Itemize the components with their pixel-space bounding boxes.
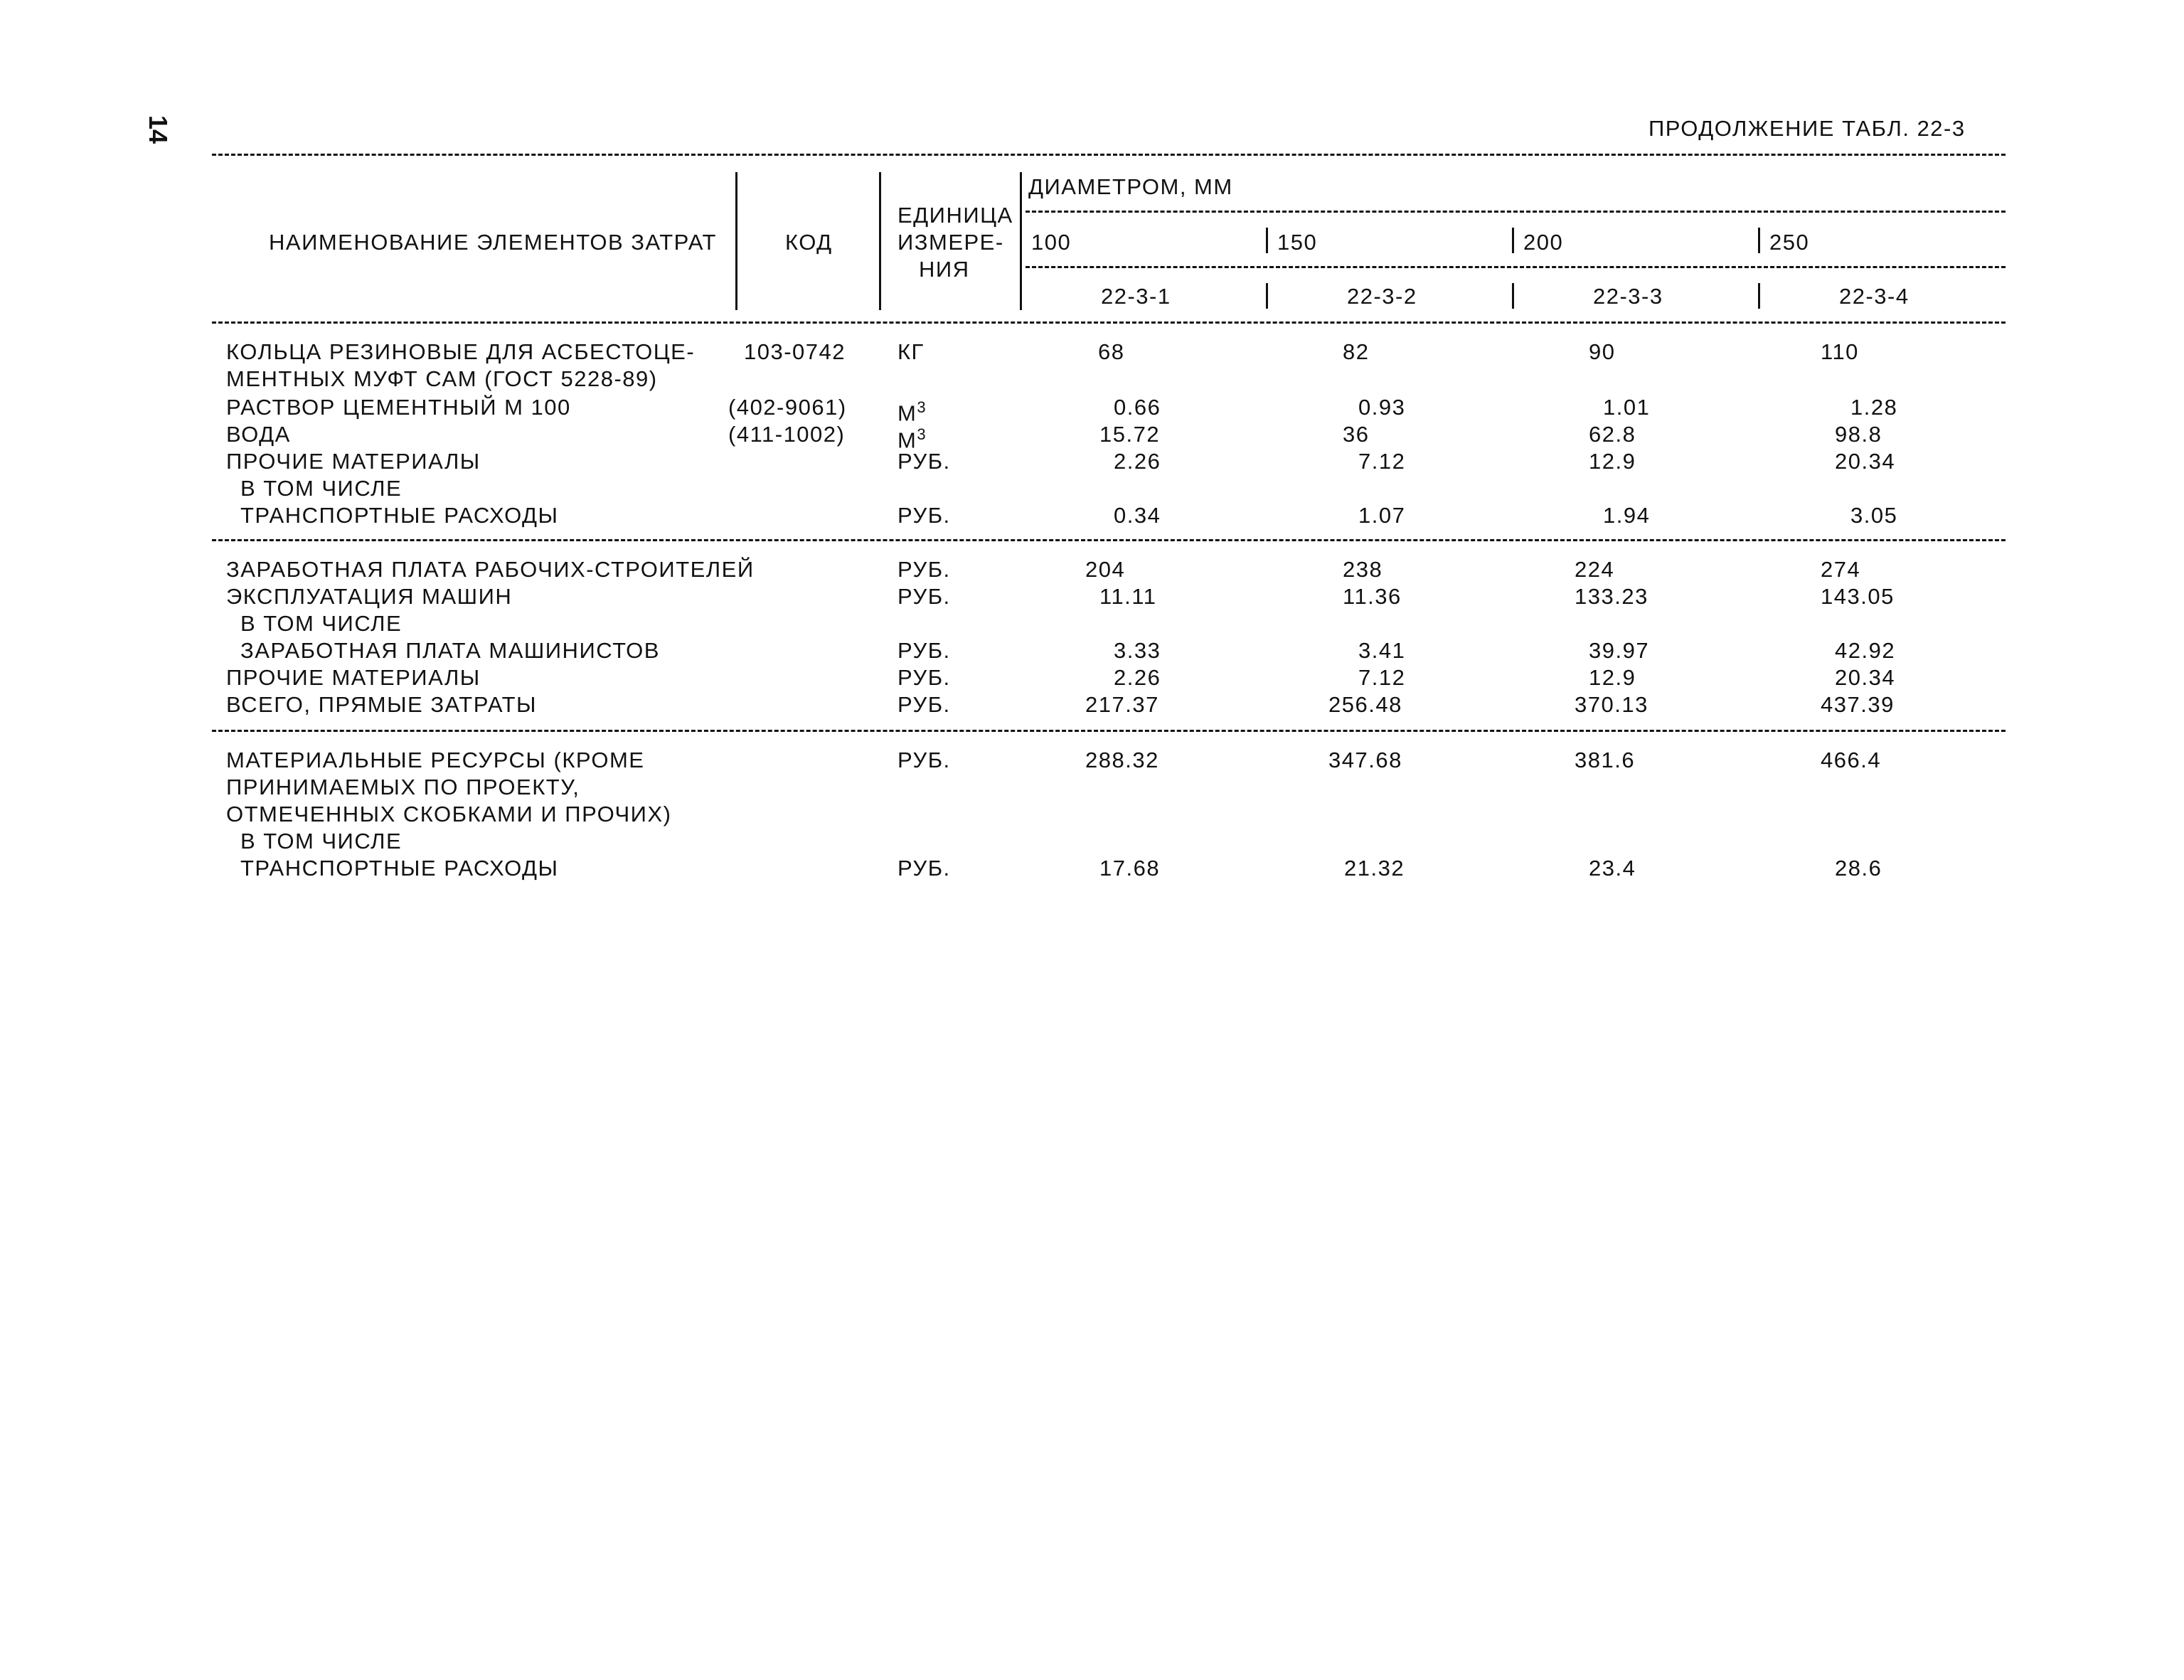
code-separator <box>1266 283 1268 309</box>
header-norm-code: 22-3-3 <box>1593 284 1663 309</box>
row-value: 39.97 <box>1589 638 1650 663</box>
row-value: 0.34 <box>1114 503 1161 528</box>
row-value: 12.9 <box>1589 665 1636 690</box>
header-norm-code: 22-3-2 <box>1347 284 1417 309</box>
row-value: 110 <box>1821 339 1859 364</box>
section2-bottom-rule <box>212 730 2005 732</box>
header-size: 200 <box>1523 230 1564 255</box>
row-name: ПРОЧИЕ МАТЕРИАЛЫ <box>226 665 481 690</box>
row-unit: РУБ. <box>897 665 951 690</box>
row-unit: РУБ. <box>897 449 951 474</box>
row-value: 20.34 <box>1835 665 1896 690</box>
row-value: 1.28 <box>1850 395 1898 420</box>
row-value: 2.26 <box>1114 449 1161 474</box>
row-value: 347.68 <box>1328 748 1402 772</box>
row-unit: $М^3$ <box>897 398 927 426</box>
row-value: 256.48 <box>1328 692 1402 717</box>
row-name-continued: ПРИНИМАЕМЫХ ПО ПРОЕКТУ, <box>226 775 580 799</box>
header-code: КОД <box>785 230 833 255</box>
diameter-rule <box>1026 211 2005 213</box>
row-value: 238 <box>1343 557 1383 582</box>
row-value: 62.8 <box>1589 422 1636 447</box>
code-separator <box>1512 283 1514 309</box>
row-unit: РУБ. <box>897 856 951 881</box>
row-unit: РУБ. <box>897 638 951 663</box>
table-top-rule <box>212 154 2005 156</box>
row-unit: РУБ. <box>897 692 951 717</box>
row-code: 103-0742 <box>744 339 846 364</box>
page-number: 14 <box>144 115 173 144</box>
row-value: 3.05 <box>1850 503 1898 528</box>
row-value: 15.72 <box>1099 422 1161 447</box>
code-separator <box>1758 283 1760 309</box>
row-value: 466.4 <box>1821 748 1882 772</box>
row-value: 3.33 <box>1114 638 1161 663</box>
section1-bottom-rule <box>212 539 2005 541</box>
row-value: 82 <box>1343 339 1370 364</box>
row-value: 143.05 <box>1821 584 1895 609</box>
row-value: 20.34 <box>1835 449 1896 474</box>
row-value: 21.32 <box>1344 856 1405 881</box>
header-unit-line3: НИЯ <box>919 257 970 282</box>
header-size: 100 <box>1031 230 1072 255</box>
row-name: ВОДА <box>226 422 291 447</box>
row-value: 11.11 <box>1099 584 1157 609</box>
row-name: ЗАРАБОТНАЯ ПЛАТА МАШИНИСТОВ <box>240 638 660 663</box>
row-value: 98.8 <box>1835 422 1882 447</box>
row-name: РАСТВОР ЦЕМЕНТНЫЙ М 100 <box>226 395 571 420</box>
unit-superscript: 3 <box>917 398 927 416</box>
row-name: КОЛЬЦА РЕЗИНОВЫЕ ДЛЯ АСБЕСТОЦЕ- <box>226 339 696 364</box>
header-separator <box>1020 172 1022 310</box>
row-value: 36 <box>1343 422 1370 447</box>
row-unit: КГ <box>897 339 925 364</box>
size-separator <box>1512 228 1514 253</box>
row-name-continued: ОТМЕЧЕННЫХ СКОБКАМИ И ПРОЧИХ) <box>226 802 672 826</box>
row-value: 370.13 <box>1575 692 1648 717</box>
row-unit: РУБ. <box>897 748 951 772</box>
row-value: 437.39 <box>1821 692 1895 717</box>
row-value: 381.6 <box>1575 748 1636 772</box>
row-value: 42.92 <box>1835 638 1896 663</box>
row-value: 1.01 <box>1603 395 1651 420</box>
row-name: ЗАРАБОТНАЯ ПЛАТА РАБОЧИХ-СТРОИТЕЛЕЙ <box>226 557 755 582</box>
row-value: 204 <box>1085 557 1126 582</box>
row-value: 7.12 <box>1358 665 1406 690</box>
continuation-caption: ПРОДОЛЖЕНИЕ ТАБЛ. 22-3 <box>1648 116 1966 141</box>
header-norm-code: 22-3-1 <box>1101 284 1171 309</box>
header-separator <box>879 172 881 310</box>
row-unit: РУБ. <box>897 584 951 609</box>
header-size: 150 <box>1277 230 1318 255</box>
header-unit-line2: ИЗМЕРЕ- <box>897 230 1004 255</box>
row-value: 0.66 <box>1114 395 1161 420</box>
row-name: В ТОМ ЧИСЛЕ <box>240 476 403 501</box>
row-name: ПРОЧИЕ МАТЕРИАЛЫ <box>226 449 481 474</box>
sizes-rule <box>1026 266 2005 268</box>
row-value: 90 <box>1589 339 1616 364</box>
row-name: ТРАНСПОРТНЫЕ РАСХОДЫ <box>240 503 559 528</box>
row-unit: РУБ. <box>897 503 951 528</box>
header-diameter: ДИАМЕТРОМ, ММ <box>1028 174 1233 199</box>
row-value: 274 <box>1821 557 1861 582</box>
row-code: (402-9061) <box>728 395 847 420</box>
header-separator <box>735 172 737 310</box>
row-value: 12.9 <box>1589 449 1636 474</box>
row-value: 224 <box>1575 557 1615 582</box>
row-value: 0.93 <box>1358 395 1406 420</box>
header-unit-line1: ЕДИНИЦА <box>897 203 1013 228</box>
row-value: 288.32 <box>1085 748 1159 772</box>
row-value: 1.94 <box>1603 503 1651 528</box>
row-code: (411-1002) <box>728 422 846 447</box>
row-unit: $М^3$ <box>897 425 927 453</box>
row-value: 1.07 <box>1358 503 1406 528</box>
row-value: 133.23 <box>1575 584 1648 609</box>
row-value: 7.12 <box>1358 449 1406 474</box>
row-name: В ТОМ ЧИСЛЕ <box>240 829 403 854</box>
header-norm-code: 22-3-4 <box>1839 284 1909 309</box>
row-name: ВСЕГО, ПРЯМЫЕ ЗАТРАТЫ <box>226 692 537 717</box>
size-separator <box>1758 228 1760 253</box>
row-value: 68 <box>1098 339 1125 364</box>
row-value: 17.68 <box>1099 856 1161 881</box>
row-value: 3.41 <box>1358 638 1406 663</box>
header-bottom-rule <box>212 321 2005 324</box>
header-name: НАИМЕНОВАНИЕ ЭЛЕМЕНТОВ ЗАТРАТ <box>269 230 717 255</box>
row-name: ТРАНСПОРТНЫЕ РАСХОДЫ <box>240 856 559 881</box>
row-value: 217.37 <box>1085 692 1159 717</box>
row-name: ЭКСПЛУАТАЦИЯ МАШИН <box>226 584 513 609</box>
row-name-continued: МЕНТНЫХ МУФТ САМ (ГОСТ 5228-89) <box>226 366 658 391</box>
row-name: МАТЕРИАЛЬНЫЕ РЕСУРСЫ (КРОМЕ <box>226 748 645 772</box>
row-value: 23.4 <box>1589 856 1636 881</box>
unit-superscript: 3 <box>917 425 927 443</box>
row-value: 28.6 <box>1835 856 1882 881</box>
row-name: В ТОМ ЧИСЛЕ <box>240 611 403 636</box>
size-separator <box>1266 228 1268 253</box>
header-size: 250 <box>1769 230 1810 255</box>
row-value: 2.26 <box>1114 665 1161 690</box>
row-value: 11.36 <box>1343 584 1402 609</box>
row-unit: РУБ. <box>897 557 951 582</box>
